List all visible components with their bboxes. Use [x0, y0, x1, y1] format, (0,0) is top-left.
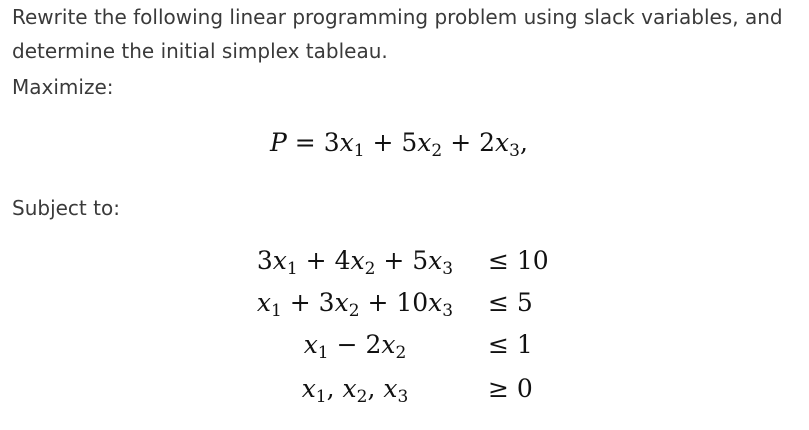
operator: − — [328, 330, 366, 359]
rhs-value: 5 — [516, 288, 533, 317]
variable: x — [428, 288, 443, 317]
coefficient: 3 — [256, 246, 273, 275]
objective-term-1-sub: 1 — [353, 141, 365, 161]
constraint-row — [0, 374, 560, 414]
rhs-value: 0 — [516, 374, 533, 403]
constraint-rhs — [488, 288, 533, 317]
coefficient: 10 — [396, 288, 429, 317]
variable-subscript: 3 — [442, 259, 454, 279]
variable: x — [301, 374, 316, 403]
variable-subscript: 2 — [364, 259, 376, 279]
variable-subscript: 2 — [395, 343, 407, 363]
variable-subscript: 2 — [348, 301, 360, 321]
variable: x — [334, 288, 349, 317]
relation-symbol: ≤ — [488, 330, 517, 359]
relation-symbol: ≤ — [488, 288, 517, 317]
objective-term-2-sub: 2 — [431, 141, 443, 161]
coefficient: 4 — [334, 246, 351, 275]
rhs-value: 1 — [516, 330, 533, 359]
objective-plus-1: + — [372, 128, 394, 157]
operator: + — [375, 246, 413, 275]
relation-symbol: ≥ — [488, 374, 517, 403]
objective-term-1-var: x — [339, 128, 354, 157]
variable: x — [381, 330, 396, 359]
objective-term-1-coef: 3 — [323, 128, 340, 157]
variable-subscript: 3 — [442, 301, 454, 321]
subject-to-label: Subject to: — [12, 196, 120, 220]
coefficient: 3 — [318, 288, 335, 317]
maximize-label: Maximize: — [12, 75, 114, 99]
variable: x — [303, 330, 318, 359]
objective-term-3-sub: 3 — [509, 141, 520, 161]
operator: + — [359, 288, 397, 317]
objective-trailing-comma: , — [519, 128, 528, 157]
variable: x — [428, 246, 443, 275]
constraint-lhs — [240, 246, 470, 279]
objective-lhs: P — [270, 128, 287, 157]
constraint-lhs — [240, 288, 470, 321]
constraint-lhs — [240, 330, 470, 363]
variable: x — [342, 374, 357, 403]
operator: + — [297, 246, 335, 275]
variable-subscript: 1 — [286, 259, 298, 279]
constraint-row — [0, 246, 560, 286]
variable-subscript: 1 — [317, 343, 329, 363]
objective-term-2-var: x — [417, 128, 432, 157]
objective-term-2-coef: 5 — [401, 128, 418, 157]
objective-function — [270, 128, 528, 161]
operator: , — [367, 374, 384, 403]
operator: + — [281, 288, 319, 317]
objective-equals: = — [294, 128, 316, 157]
variable: x — [256, 288, 271, 317]
objective-term-3-var: x — [495, 128, 510, 157]
relation-symbol: ≤ — [488, 246, 517, 275]
operator: , — [326, 374, 343, 403]
objective-plus-2: + — [450, 128, 472, 157]
coefficient: 5 — [412, 246, 429, 275]
variable-subscript: 1 — [315, 387, 327, 407]
variable-subscript: 2 — [356, 387, 368, 407]
variable: x — [383, 374, 398, 403]
constraint-row — [0, 330, 560, 370]
constraint-rhs — [488, 330, 533, 359]
constraint-rhs — [488, 374, 533, 403]
rhs-value: 10 — [516, 246, 549, 275]
variable-subscript: 1 — [271, 301, 282, 321]
objective-term-3-coef: 2 — [479, 128, 495, 157]
constraint-rhs — [488, 246, 549, 275]
variable: x — [350, 246, 365, 275]
problem-statement: Rewrite the following linear programming problem using slack variables, and determine the initial simplex tableau. — [12, 5, 783, 63]
constraint-lhs — [240, 374, 470, 407]
constraint-row — [0, 288, 560, 328]
variable: x — [272, 246, 287, 275]
coefficient: 2 — [365, 330, 382, 359]
variable-subscript: 3 — [397, 387, 409, 407]
